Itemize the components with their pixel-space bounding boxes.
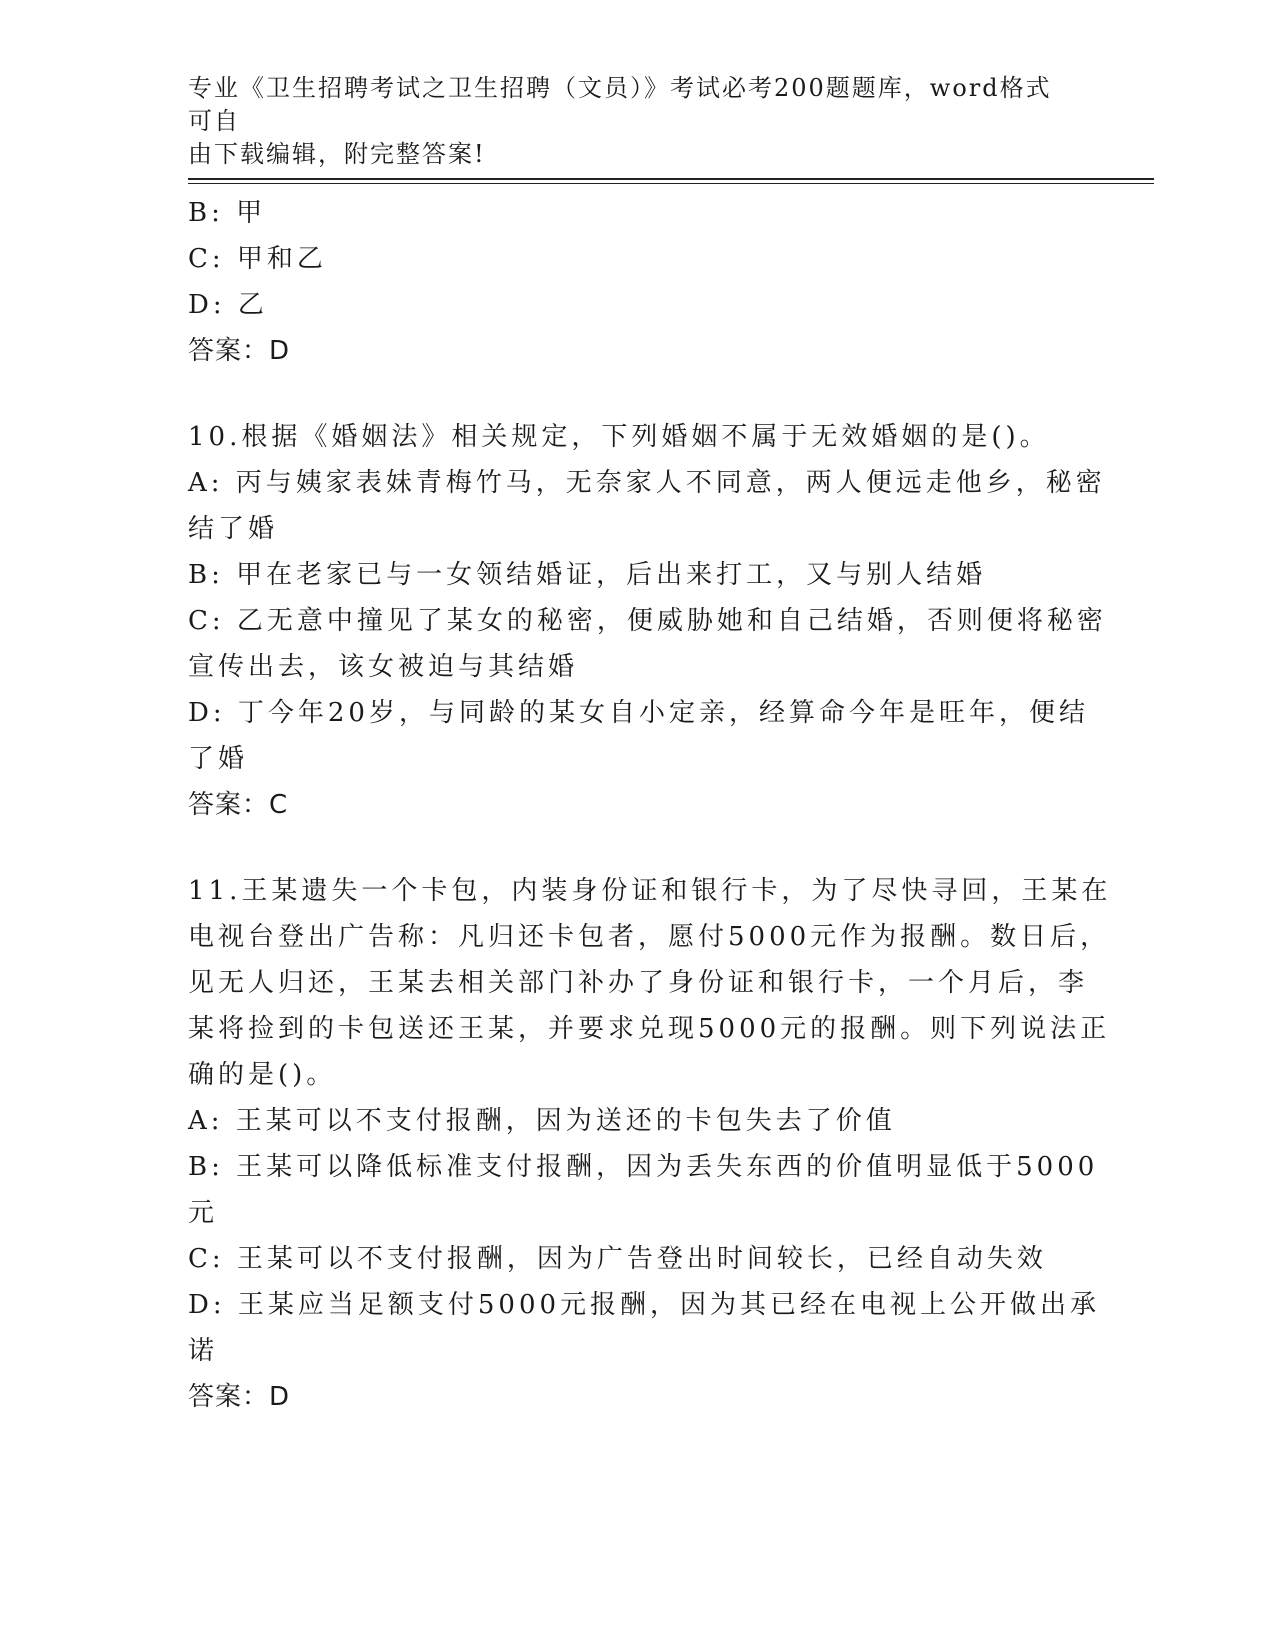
- question-9-tail: [188, 190, 1088, 374]
- header-divider-thin: [188, 183, 1154, 184]
- q10-answer: 答案：C: [188, 790, 289, 820]
- header-divider-thick: [188, 178, 1154, 180]
- q9-option-b: B: 甲: [188, 198, 267, 228]
- q11-option-b-line-2: 元: [188, 1198, 219, 1228]
- q11-option-c: C: 王某可以不支付报酬，因为广告登出时间较长，已经自动失效: [188, 1244, 1047, 1274]
- header-line-1: 专业《卫生招聘考试之卫生招聘（文员）》考试必考200题题库，word格式可自: [188, 74, 1052, 135]
- q10-stem: 10.根据《婚姻法》相关规定，下列婚姻不属于无效婚姻的是()。: [188, 422, 1050, 452]
- q10-option-d-line-2: 了婚: [188, 744, 249, 774]
- document-header: [188, 72, 1068, 171]
- q11-option-a: A: 王某可以不支付报酬，因为送还的卡包失去了价值: [188, 1106, 896, 1136]
- q9-option-d: D: 乙: [188, 290, 268, 320]
- q11-answer: 答案：D: [188, 1382, 291, 1412]
- q10-option-c-line-2: 宣传出去，该女被迫与其结婚: [188, 652, 579, 682]
- q10-option-a-line-2: 结了婚: [188, 514, 279, 544]
- q10-option-b: B: 甲在老家已与一女领结婚证，后出来打工，又与别人结婚: [188, 560, 987, 590]
- q11-stem-line-1: 11.王某遗失一个卡包，内装身份证和银行卡，为了尽快寻回，王某在: [188, 876, 1112, 906]
- q9-option-c: C: 甲和乙: [188, 244, 327, 274]
- q10-option-c-line-1: C: 乙无意中撞见了某女的秘密，便威胁她和自己结婚，否则便将秘密: [188, 606, 1107, 636]
- spacer: [188, 374, 1088, 414]
- q10-option-d-line-1: D: 丁今年20岁，与同龄的某女自小定亲，经算命今年是旺年，便结: [188, 698, 1089, 728]
- q11-stem-line-4: 某将捡到的卡包送还王某，并要求兑现5000元的报酬。则下列说法正: [188, 1014, 1111, 1044]
- question-11: [188, 868, 1112, 1420]
- q11-option-d-line-1: D: 王某应当足额支付5000元报酬，因为其已经在电视上公开做出承: [188, 1290, 1101, 1320]
- question-10: [188, 414, 1107, 828]
- spacer: [188, 828, 1088, 868]
- q9-answer: 答案：D: [188, 336, 291, 366]
- q11-option-d-line-2: 诺: [188, 1336, 219, 1366]
- document-body: [188, 190, 1112, 1420]
- q11-stem-line-2: 电视台登出广告称：凡归还卡包者，愿付5000元作为报酬。数日后，: [188, 922, 1111, 952]
- q11-option-b-line-1: B: 王某可以降低标准支付报酬，因为丢失东西的价值明显低于5000: [188, 1152, 1099, 1182]
- q10-option-a-line-1: A: 丙与姨家表妹青梅竹马，无奈家人不同意，两人便远走他乡，秘密: [188, 468, 1106, 498]
- q11-stem-line-3: 见无人归还，王某去相关部门补办了身份证和银行卡，一个月后，李: [188, 968, 1089, 998]
- header-line-2: 由下载编辑，附完整答案!: [188, 140, 486, 168]
- q11-stem-line-5: 确的是()。: [188, 1060, 337, 1090]
